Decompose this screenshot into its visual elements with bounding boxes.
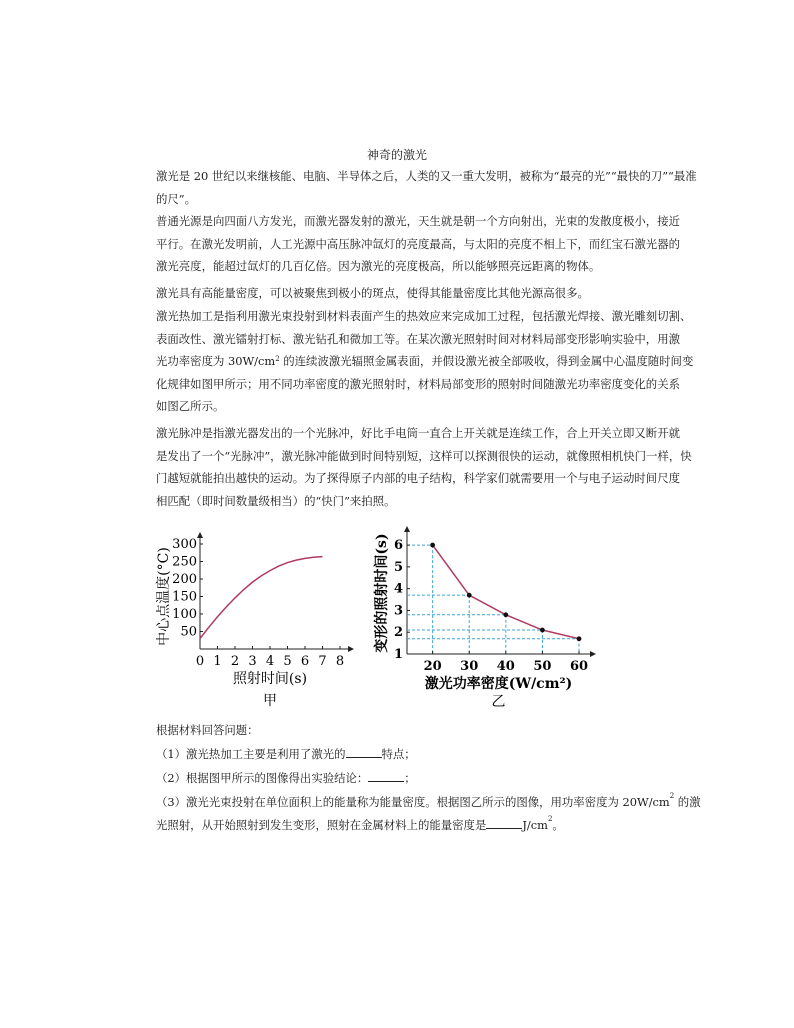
x-tick-label: 3: [248, 654, 257, 669]
y-tick-label: 150: [172, 589, 197, 605]
y-tick-label: 5: [393, 559, 403, 575]
paragraph-line: 是发出了一个“光脉冲”，激光脉冲能做到时间特别短，这样可以探测很快的运动，就像照相机快门一样，快: [156, 448, 692, 463]
x-tick-label: 50: [533, 659, 552, 674]
chart-caption: 甲: [263, 693, 277, 709]
paragraph-line: 的尺”。: [156, 191, 196, 206]
paragraph-line: [156, 350, 722, 373]
paragraph-5: [156, 422, 722, 512]
superscript: 2: [669, 792, 675, 800]
data-point: [540, 628, 545, 633]
x-axis-label: 照射时间(s): [232, 671, 308, 687]
x-tick-label: 4: [265, 654, 275, 669]
text-fragment: 光功率密度为 30W/cm: [156, 354, 276, 369]
temperature-curve: [200, 557, 323, 639]
x-tick-label: 5: [283, 654, 292, 669]
answer-blank[interactable]: [368, 771, 404, 782]
question-2: [156, 770, 416, 786]
question-text: 光照射，从开始照射到发生变形，照射在金属材料上的能量密度是: [156, 818, 487, 832]
superscript: 2: [275, 355, 280, 364]
paragraph-line: 平行。在激光发明前，人工光源中高压脉冲氙灯的亮度最高，与太阳的亮度不相上下，而红宝石激光器的: [156, 236, 680, 251]
charts-svg: [150, 522, 600, 722]
deformation-time-line: [433, 545, 579, 639]
question-text: J/cm: [522, 818, 548, 832]
y-tick-label: 2: [393, 625, 403, 641]
x-tick-label: 8: [335, 654, 345, 669]
y-tick-label: 300: [172, 537, 197, 552]
answer-blank[interactable]: [486, 818, 522, 829]
question-3-cont: [156, 817, 564, 833]
paragraph-3: [156, 282, 722, 305]
paragraph-line: 普通光源是向四面八方发光，而激光器发射的激光，天生就是朝一个方向射出，光束的发散度极小，接近: [156, 214, 680, 228]
paragraph-line: 门越短就能拍出越快的运动。为了探得原子内部的电子结构，科学家们就需要用一个与电子运动时间尺度: [156, 471, 680, 486]
y-tick-label: 6: [393, 538, 403, 554]
paragraph-line: 激光脉冲是指激光器发出的一个光脉冲，好比手电筒一直合上开关就是连续工作，合上开关立即又断开就: [156, 426, 680, 440]
x-tick-label: 40: [496, 659, 515, 674]
question-3: [156, 794, 701, 810]
paragraph-line: 化规律如图甲所示；用不同功率密度的激光照射时，材料局部变形的照射时间随激光功率密度变化的关系: [156, 376, 680, 391]
question-text: 特点；: [381, 747, 416, 761]
paragraph-2: [156, 210, 722, 278]
paragraph-line: 相匹配（即时间数量级相当）的“快门”来拍照。: [156, 493, 396, 508]
y-axis-label: 变形的照射时间(s): [374, 533, 390, 653]
paragraph-line: 表面改性、激光镭射打标、激光钻孔和微加工等。在某次激光照射时间对材料局部变形影响实验中，用激: [156, 331, 680, 346]
y-axis-arrow: [404, 526, 410, 532]
x-tick-label: 6: [300, 654, 310, 669]
question-text: （1）激光热加工主要是利用了激光的: [156, 747, 346, 761]
x-tick-label: 2: [230, 654, 240, 669]
question-text: 的激: [674, 795, 701, 809]
answer-blank[interactable]: [346, 747, 382, 758]
figures: [150, 522, 600, 722]
data-point: [467, 593, 472, 598]
article-title: 神奇的激光: [366, 148, 427, 162]
x-tick-label: 1: [213, 654, 222, 669]
text-fragment: 的连续波激光辐照金属表面，并假设激光被全部吸收，得到金属中心温度随时间变: [279, 354, 694, 369]
paragraph-line: 激光亮度，能超过氙灯的几百亿倍。因为激光的亮度极高，所以能够照亮远距离的物体。: [156, 259, 601, 274]
questions-intro: 根据材料回答问题：: [156, 723, 259, 737]
paragraph-1: [156, 165, 722, 210]
paragraph-line: 如图乙所示。: [156, 399, 225, 414]
data-point: [503, 612, 508, 617]
y-axis-label: 中心点温度(°C): [156, 547, 172, 646]
question-text: ；: [404, 771, 416, 785]
y-axis-arrow: [197, 532, 203, 538]
superscript: 2: [547, 815, 553, 823]
x-tick-label: 0: [195, 654, 205, 669]
x-tick-label: 20: [423, 659, 442, 674]
question-text: （2）根据图甲所示的图像得出实验结论：: [156, 771, 369, 785]
x-tick-label: 7: [318, 654, 327, 669]
chart-caption: 乙: [491, 694, 506, 710]
x-axis-label: 激光功率密度(W/cm²): [424, 676, 573, 692]
paragraph-4: [156, 305, 722, 418]
data-point: [430, 543, 435, 548]
x-tick-label: 30: [460, 659, 479, 674]
y-tick-label: 4: [393, 581, 403, 597]
y-tick-label: 100: [172, 607, 197, 622]
y-tick-label: 200: [172, 572, 197, 587]
y-tick-label: 50: [180, 624, 197, 640]
question-1: [156, 746, 416, 762]
x-axis-arrow: [590, 651, 596, 657]
question-text: （3）激光光束投射在单位面积上的能量称为能量密度。根据图乙所示的图像，用功率密度为 20W/cm: [156, 795, 670, 809]
paragraph-line: 激光具有高能量密度，可以被聚焦到极小的斑点，使得其能量密度比其他光源高很多。: [156, 286, 589, 300]
y-tick-label: 3: [393, 603, 403, 619]
x-tick-label: 60: [569, 659, 589, 674]
x-axis-arrow: [348, 646, 354, 652]
y-tick-label: 1: [393, 647, 403, 662]
question-text: 。: [552, 818, 564, 832]
data-point: [577, 636, 582, 641]
y-tick-label: 250: [172, 554, 197, 570]
paragraph-line: 激光热加工是指利用激光束投射到材料表面产生的热效应来完成加工过程，包括激光焊接、激光雕刻切割、: [156, 309, 692, 323]
paragraph-line: 激光是 20 世纪以来继核能、电脑、半导体之后，人类的又一重大发明，被称为“最亮的光”“最快的刀”“最准: [156, 169, 697, 183]
